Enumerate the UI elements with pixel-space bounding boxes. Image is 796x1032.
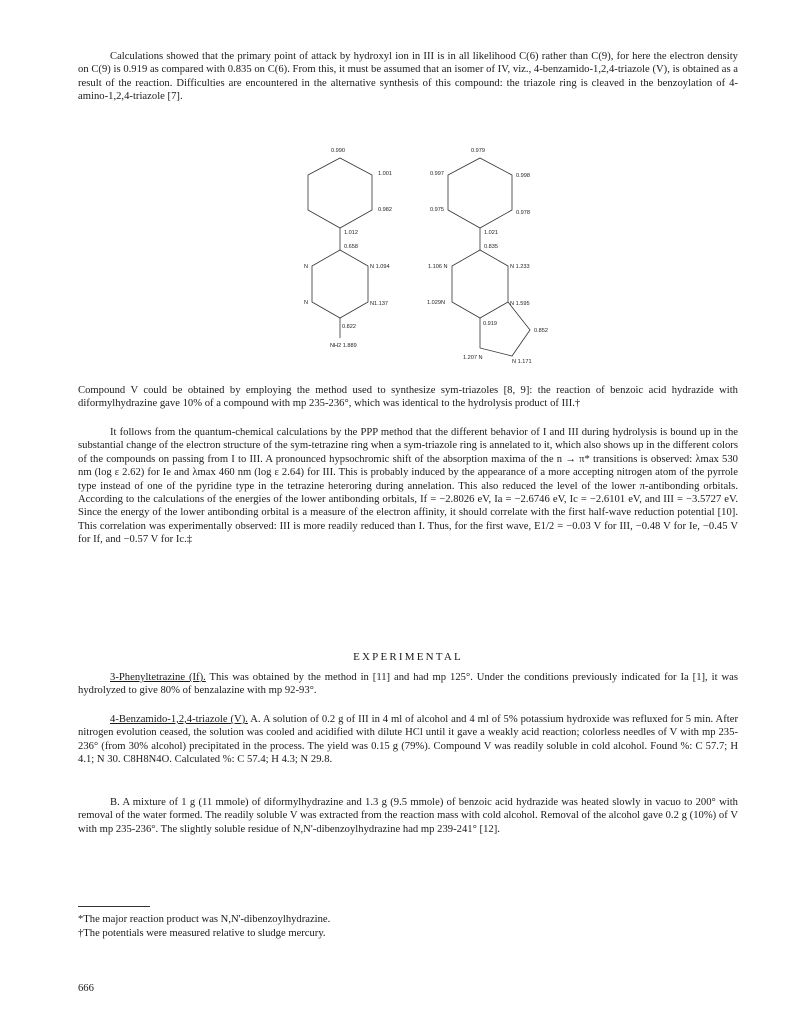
left-label-r2: 0.982 bbox=[378, 207, 392, 213]
left-label-top: 0.990 bbox=[331, 148, 345, 154]
left-label-n-left: N bbox=[304, 264, 309, 270]
section-heading: EXPERIMENTAL bbox=[353, 651, 463, 663]
right-triazole-ring bbox=[480, 302, 530, 356]
right-label-n-left: 1.106 N bbox=[428, 264, 448, 270]
paragraph-2 bbox=[78, 384, 738, 411]
compound-v-title: 4-Benzamido-1,2,4-triazole (V). bbox=[110, 714, 248, 725]
paragraph-3-text: It follows from the quantum-chemical calculations by the PPP method that the different behavior of I and III during hydrolysis is bound up in the substantial change of the electron structure of the sym-tetrazine ring when a sym-triazole ring is annelated to it, which also shows up in the different colors of the compounds on passing from I to III. A pronounced hypsochromic shift of the absorption maxima of the n → π* transitions is observed: λmax 530 nm (log ε 2.62) for Ie and λmax 460 nm (log ε 2.64) for III. This is probably induced by the appearance of a more accepting nitrogen atom of the pyrrole type instead of one of the pyridine type in the tetrazine heteroring during annelation. This also reduced the level of the lower π-antibonding orbitals. According to the calculations of the energies of the lower antibonding orbitals, If = −2.8026 eV, Ia = −2.6746 eV, Ic = −2.6101 eV, and III = −3.5727 eV. Since the energy of the lower antibonding orbital is a measure of the electron affinity, it should correlate with the first half-wave reduction potential [10]. This correlation was experimentally observed: III is more readily reduced than I. Thus, for the first wave, E1/2 = −0.03 V for III, −0.48 V for Ie, −0.45 V for If, and −0.57 V for Ic.‡ bbox=[78, 427, 738, 546]
right-label-r2: 0.978 bbox=[516, 210, 530, 216]
right-label-l1: 0.997 bbox=[430, 171, 444, 177]
compound-if-text: This was obtained by the method in [11] and had mp 125°. Under the conditions previously indicated for Ia [1], it was hydrolyzed to give 80% of benzalazine with mp 92-93°. bbox=[78, 672, 738, 697]
footnote-1: *The major reaction product was N,N'-dibenzoylhydrazine. bbox=[78, 914, 331, 925]
experimental-paragraph-1-text bbox=[78, 671, 738, 698]
left-label-n-right-low: N1.137 bbox=[370, 301, 389, 307]
right-label-r1: 0.998 bbox=[516, 173, 530, 179]
left-label-j1: 1.012 bbox=[344, 230, 358, 236]
footnote-rule bbox=[78, 906, 150, 907]
molecular-structures-figure bbox=[290, 142, 570, 372]
paragraph-3 bbox=[78, 426, 738, 547]
right-label-top: 0.979 bbox=[471, 148, 485, 154]
compound-v-text: A. A solution of 0.2 g of III in 4 ml of alcohol and 4 ml of 5% potassium hydroxide was refluxed for 5 min. After nitrogen evolution ceased, the solution was cooled and acidified with dilute HCl until it gave a weakly acid reaction; colorless needles of V with mp 235-236° (from 30% alcohol) precipitated in the process. The yield was 0.15 g (79%). Compound V was readily soluble in cold alcohol. Found %: C 57.7; H 4.1; N 30. C8H8N4O. Calculated %: C 57.4; H 4.3; N 29.8. bbox=[78, 714, 738, 766]
experimental-paragraph-3-text: B. A mixture of 1 g (11 mmole) of diformylhydrazine and 1.3 g (9.5 mmole) of benzoic acid hydrazide was heated slowly in vacuo to 200° with removal of the water formed. The readily soluble V was extracted from the reaction mass with cold alcohol. Removal of the alcohol gave 0.2 g (10%) of V with mp 235-236°. The slightly soluble residue of N,N'-dibenzoylhydrazine had mp 239-241° [12]. bbox=[78, 797, 738, 835]
left-benzene-ring bbox=[308, 158, 372, 228]
experimental-paragraph-1 bbox=[78, 671, 738, 698]
right-label-c9: 0.919 bbox=[483, 321, 497, 327]
right-label-j1: 1.021 bbox=[484, 230, 498, 236]
left-label-n-left-low: N bbox=[304, 300, 309, 306]
paragraph-1 bbox=[78, 50, 738, 104]
experimental-paragraph-2-text bbox=[78, 713, 738, 767]
left-label-bottom: 0.822 bbox=[342, 324, 356, 330]
compound-if-title: 3-Phenyltetrazine (If). bbox=[110, 672, 206, 683]
right-label-j2: 0.835 bbox=[484, 244, 498, 250]
right-label-n-right-low: N 1.595 bbox=[510, 301, 530, 307]
left-tetrazine-ring bbox=[312, 250, 368, 318]
right-label-n-bl: 1.207 N bbox=[463, 355, 483, 361]
left-label-r1: 1.001 bbox=[378, 171, 392, 177]
paragraph-2-text: Compound V could be obtained by employing the method used to synthesize sym-triazoles [8, 9]: the reaction of benzoic acid hydrazide with diformylhydrazine gave 10% of a compound with mp 235-236°, which was identical to the hydrolysis product of III.† bbox=[78, 385, 738, 410]
left-label-j2: 0.658 bbox=[344, 244, 358, 250]
right-tetrazine-ring bbox=[452, 250, 508, 318]
right-label-l2: 0.975 bbox=[430, 207, 444, 213]
right-label-n-right: N 1.233 bbox=[510, 264, 530, 270]
page-number: 666 bbox=[78, 983, 94, 994]
right-label-n-br: N 1.171 bbox=[512, 359, 532, 365]
footnote-2: †The potentials were measured relative to sludge mercury. bbox=[78, 928, 326, 939]
left-label-n-right: N 1.094 bbox=[370, 264, 390, 270]
experimental-paragraph-2 bbox=[78, 713, 738, 767]
paragraph-1-text: Calculations showed that the primary point of attack by hydroxyl ion in III is in all likelihood C(6) rather than C(9), for here the electron density on C(9) is 0.919 as compared with 0.835 on C(6). From this, it must be assumed that an isomer of IV, viz., 4-benzamido-1,2,4-triazole (V), is obtained as a result of the reaction. Difficulties are encountered in the alternative synthesis of this compound: the triazole ring is cleaved in the benzoylation of 4-amino-1,2,4-triazole [7]. bbox=[78, 51, 738, 103]
right-benzene-ring bbox=[448, 158, 512, 228]
left-label-nh2: NH2 1.889 bbox=[330, 343, 357, 349]
experimental-paragraph-3 bbox=[78, 796, 738, 836]
right-label-c-r: 0.852 bbox=[534, 328, 548, 334]
right-label-n-left-low: 1.029N bbox=[427, 300, 446, 306]
